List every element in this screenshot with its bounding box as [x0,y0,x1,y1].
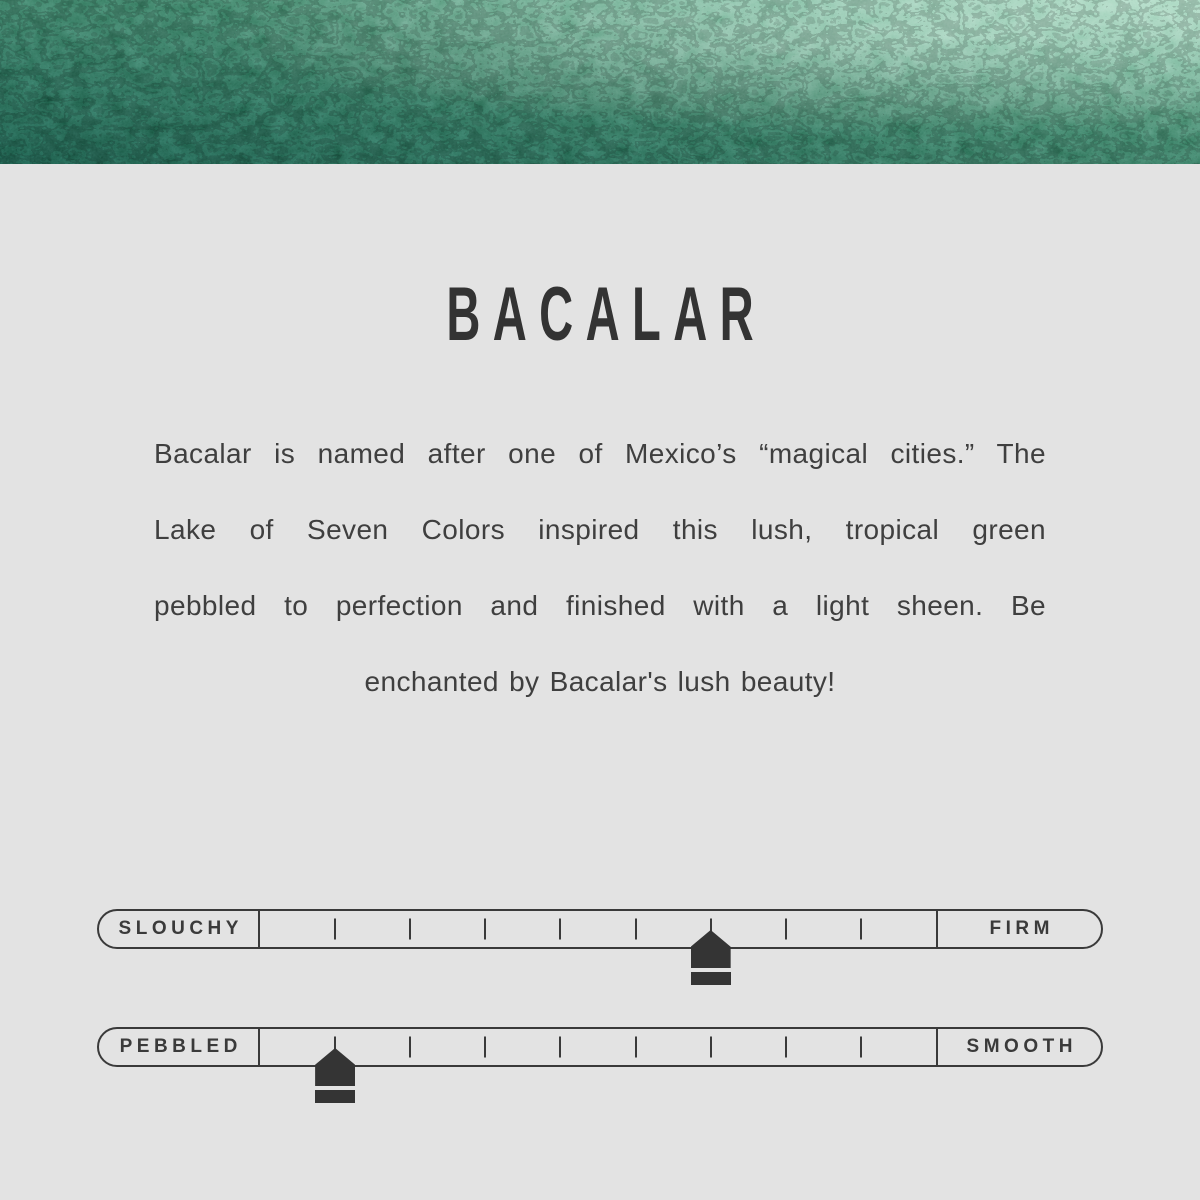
scale-marker-head [315,1048,355,1086]
scale-tick [559,1037,561,1058]
scale-tick [559,919,561,940]
scale-marker-bar [315,1090,355,1103]
scale-tick [785,919,787,940]
scale-tick [785,1037,787,1058]
scale-tick [635,919,637,940]
page-title: BACALAR [446,272,767,357]
attribute-scale-slouchy-firm [97,909,1103,949]
scale-marker-bar [691,972,731,985]
scale-tick [484,919,486,940]
scale-tick [860,1037,862,1058]
description-paragraph [154,416,1046,720]
description-line: pebbled to perfection and finished with a light sheen. Be [154,590,1046,621]
description-line: enchanted by Bacalar's lush beauty! [364,666,836,697]
scale-marker-head [691,930,731,968]
scale-marker [691,930,731,985]
scale-tick [334,919,336,940]
scale-marker [315,1048,355,1103]
scale-track [260,911,936,947]
scale-tick [409,1037,411,1058]
scale-left-label: SLOUCHY [99,911,260,947]
description-line: Bacalar is named after one of Mexico’s “magical cities.” The [154,438,1046,469]
scale-tick [710,1037,712,1058]
scale-right-label: SMOOTH [936,1029,1101,1065]
scale-tick [484,1037,486,1058]
scale-tick [860,919,862,940]
leather-swatch-image [0,0,1200,164]
scale-right-label: FIRM [936,911,1101,947]
attribute-scale-pebbled-smooth [97,1027,1103,1067]
scale-tick [409,919,411,940]
description-line: Lake of Seven Colors inspired this lush, tropical green [154,514,1046,545]
scale-track [260,1029,936,1065]
scale-tick [635,1037,637,1058]
scale-left-label: PEBBLED [99,1029,260,1065]
